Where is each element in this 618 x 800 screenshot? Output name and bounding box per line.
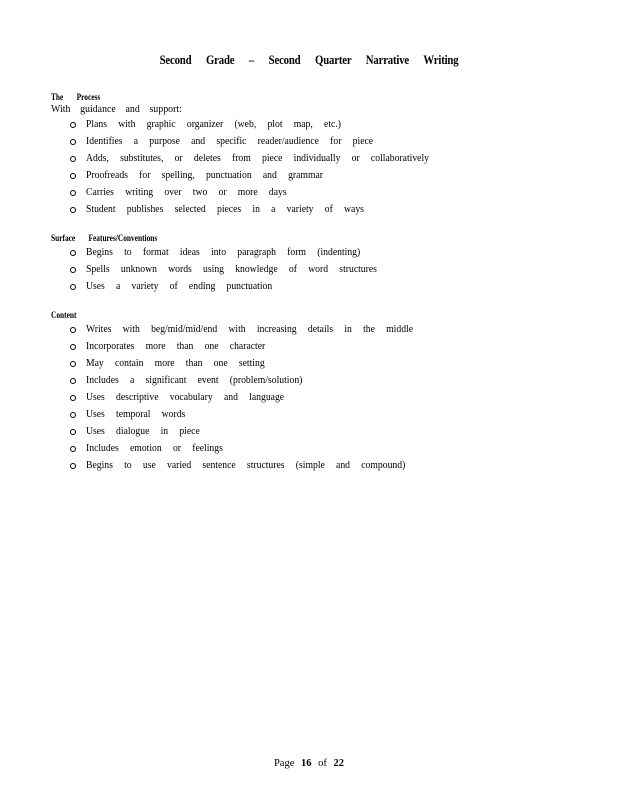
circle-bullet-icon xyxy=(70,378,76,384)
list-item: Incorporates more than one character xyxy=(51,338,591,355)
circle-bullet-icon xyxy=(70,361,76,367)
circle-bullet-icon xyxy=(70,412,76,418)
page-footer xyxy=(0,758,618,769)
list-item: Uses a variety of ending punctuation xyxy=(51,278,591,295)
circle-bullet-icon xyxy=(70,327,76,333)
circle-bullet-icon xyxy=(70,344,76,350)
bullet-list xyxy=(51,116,591,218)
circle-bullet-icon xyxy=(70,463,76,469)
circle-bullet-icon xyxy=(70,429,76,435)
list-item: Includes emotion or feelings xyxy=(51,440,591,457)
section-intro: With guidance and support: xyxy=(51,103,182,115)
circle-bullet-icon xyxy=(70,190,76,196)
list-item: Writes with beg/mid/mid/end with increasing details in the middle xyxy=(51,321,591,338)
list-item: Spells unknown words using knowledge of word structures xyxy=(51,261,591,278)
list-item: Uses dialogue in piece xyxy=(51,423,591,440)
circle-bullet-icon xyxy=(70,395,76,401)
circle-bullet-icon xyxy=(70,173,76,179)
circle-bullet-icon xyxy=(70,207,76,213)
circle-bullet-icon xyxy=(70,156,76,162)
circle-bullet-icon xyxy=(70,139,76,145)
section-surface-features xyxy=(51,232,591,295)
list-item: Proofreads for spelling, punctuation and grammar xyxy=(51,167,591,184)
page-title: Second Grade – Second Quarter Narrative Writing xyxy=(159,53,459,67)
list-item: Identifies a purpose and specific reader/audience for piece xyxy=(51,133,591,150)
list-item: Includes a significant event (problem/solution) xyxy=(51,372,591,389)
list-item: Student publishes selected pieces in a variety of ways xyxy=(51,201,591,218)
list-item: Begins to format ideas into paragraph form (indenting) xyxy=(51,244,591,261)
section-heading: Surface Features/Conventions xyxy=(51,233,158,243)
circle-bullet-icon xyxy=(70,250,76,256)
section-heading: The Process xyxy=(51,92,101,102)
list-item: May contain more than one setting xyxy=(51,355,591,372)
list-item: Uses temporal words xyxy=(51,406,591,423)
page-label: Page xyxy=(273,758,295,769)
list-item: Uses descriptive vocabulary and language xyxy=(51,389,591,406)
list-item: Plans with graphic organizer (web, plot map, etc.) xyxy=(51,116,591,133)
document-body xyxy=(51,91,591,474)
list-item: Begins to use varied sentence structures (simple and compound) xyxy=(51,457,591,474)
section-process xyxy=(51,91,591,218)
section-heading: Content xyxy=(51,310,77,320)
current-page-number: 16 xyxy=(301,758,312,769)
bullet-list xyxy=(51,321,591,474)
circle-bullet-icon xyxy=(70,284,76,290)
of-label: of xyxy=(318,758,327,769)
circle-bullet-icon xyxy=(70,446,76,452)
list-item: Adds, substitutes, or deletes from piece individually or collaboratively xyxy=(51,150,591,167)
circle-bullet-icon xyxy=(70,122,76,128)
bullet-list xyxy=(51,244,591,295)
list-item: Carries writing over two or more days xyxy=(51,184,591,201)
circle-bullet-icon xyxy=(70,267,76,273)
section-content xyxy=(51,309,591,474)
total-pages-number: 22 xyxy=(333,758,345,769)
